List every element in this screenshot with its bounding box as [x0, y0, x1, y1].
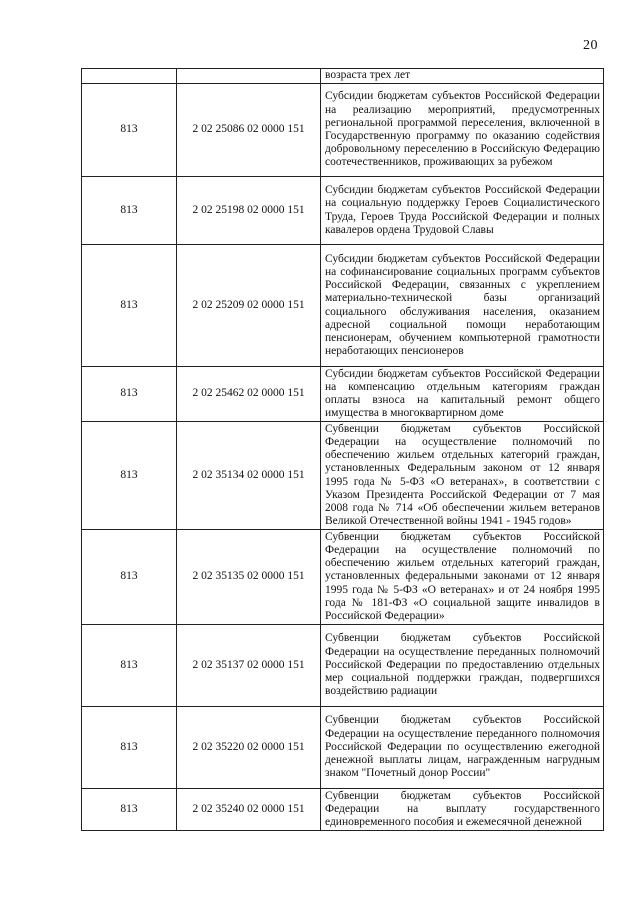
admin-code-cell: 813 — [82, 625, 177, 707]
revenue-name-cell: Субсидии бюджетам субъектов Российской Федерации на социальную поддержку Героев Социалистического Труда, Героев Труда Российской Федерации и полных кавалеров ордена Трудовой Славы — [321, 177, 604, 245]
admin-code-cell: 813 — [82, 707, 177, 789]
revenue-name-cell: Субвенции бюджетам субъектов Российской Федерации на осуществление полномочий по обеспечению жильем отдельных категорий граждан, установленных Федеральным законом от 12 января 1995 года № 5-ФЗ «О ветеранах», в соответствии с Указом Президента Российской Федерации от 7 мая 2008 года № 714 «Об обеспечении жильем ветеранов Великой Отечественной войны 1941 - 1945 годов» — [321, 422, 604, 530]
revenue-name-cell: Субвенции бюджетам субъектов Российской Федерации на осуществление полномочий по обеспечению жильем отдельных категорий граждан, установленных федеральными законами от 12 января 1995 года № 5-ФЗ «О ветеранах» и от 24 ноября 1995 года № 181-ФЗ «О социальной защите инвалидов в Российской Федерации» — [321, 530, 604, 625]
table-row — [82, 84, 604, 177]
admin-code-cell: 813 — [82, 245, 177, 367]
admin-code-cell: 813 — [82, 422, 177, 530]
budget-codes-table — [81, 68, 604, 831]
revenue-name-cell: Субвенции бюджетам субъектов Российской Федерации на осуществление переданного полномочия Российской Федерации по осуществлению ежегодной денежной выплаты лицам, награжденным нагрудным знаком "Почетный донор России" — [321, 707, 604, 789]
table-row — [82, 422, 604, 530]
admin-code-cell: 813 — [82, 530, 177, 625]
revenue-code-cell: 2 02 25462 02 0000 151 — [177, 367, 321, 422]
admin-code-cell — [82, 69, 177, 84]
table-row — [82, 69, 604, 84]
revenue-code-cell: 2 02 25198 02 0000 151 — [177, 177, 321, 245]
revenue-code-cell — [177, 69, 321, 84]
revenue-name-cell: возраста трех лет — [321, 69, 604, 84]
revenue-code-cell: 2 02 35134 02 0000 151 — [177, 422, 321, 530]
revenue-code-cell: 2 02 25086 02 0000 151 — [177, 84, 321, 177]
revenue-name-cell: Субсидии бюджетам субъектов Российской Федерации на реализацию мероприятий, предусмотренных региональной программой переселения, включенной в Государственную программу по оказанию содействия добровольному переселению в Российскую Федерацию соотечественников, проживающих за рубежом — [321, 84, 604, 177]
revenue-name-cell: Субвенции бюджетам субъектов Российской Федерации на осуществление переданных полномочий Российской Федерации по предоставлению отдельных мер социальной поддержки граждан, подвергшихся воздействию радиации — [321, 625, 604, 707]
table-row — [82, 367, 604, 422]
revenue-name-cell: Субвенции бюджетам субъектов Российской Федерации на выплату государственного единовременного пособия и ежемесячной денежной — [321, 789, 604, 831]
admin-code-cell: 813 — [82, 789, 177, 831]
table-row — [82, 245, 604, 367]
revenue-code-cell: 2 02 35240 02 0000 151 — [177, 789, 321, 831]
admin-code-cell: 813 — [82, 367, 177, 422]
revenue-code-cell: 2 02 35137 02 0000 151 — [177, 625, 321, 707]
admin-code-cell: 813 — [82, 177, 177, 245]
page-number: 20 — [583, 38, 598, 53]
revenue-name-cell: Субсидии бюджетам субъектов Российской Федерации на софинансирование социальных программ субъектов Российской Федерации, связанных с укреплением материально-технической базы организаций социального обслуживания населения, оказанием адресной социальной помощи неработающим пенсионерам, обучением компьютерной грамотности неработающих пенсионеров — [321, 245, 604, 367]
table-row — [82, 625, 604, 707]
table-row — [82, 530, 604, 625]
revenue-code-cell: 2 02 35135 02 0000 151 — [177, 530, 321, 625]
revenue-name-cell: Субсидии бюджетам субъектов Российской Федерации на компенсацию отдельным категориям граждан оплаты взноса на капитальный ремонт общего имущества в многоквартирном доме — [321, 367, 604, 422]
revenue-code-cell: 2 02 35220 02 0000 151 — [177, 707, 321, 789]
table-row — [82, 177, 604, 245]
revenue-code-cell: 2 02 25209 02 0000 151 — [177, 245, 321, 367]
admin-code-cell: 813 — [82, 84, 177, 177]
table-row — [82, 789, 604, 831]
table-row — [82, 707, 604, 789]
